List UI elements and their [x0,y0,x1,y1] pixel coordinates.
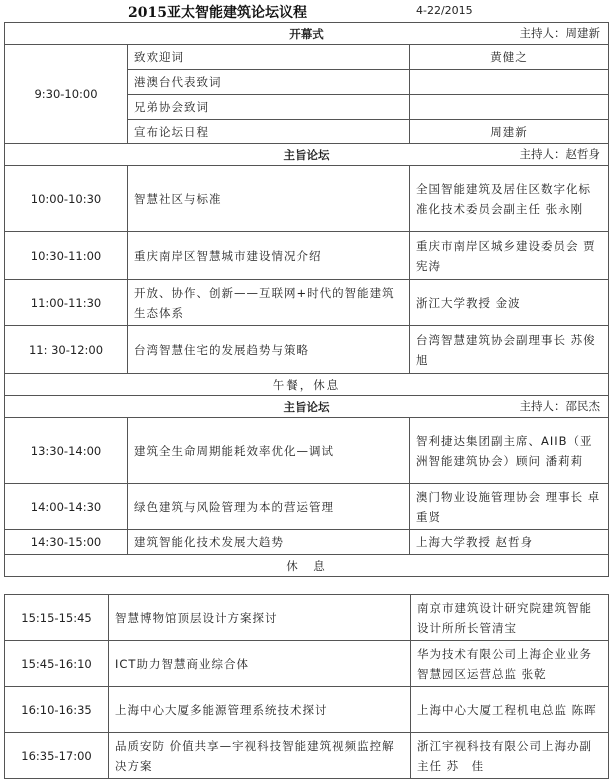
agenda-table [4,22,609,577]
row-topic: ICT助力智慧商业综合体 [109,641,411,687]
row-time: 16:10-16:35 [5,687,109,733]
table-row [5,326,609,374]
row-speaker: 浙江宇视科技有限公司上海办副主任 苏 佳 [411,733,609,779]
row-speaker: 智利捷达集团副主席、AIIB（亚洲智能建筑协会）顾问 潘莉莉 [410,418,609,484]
document-header [0,0,611,22]
table-row [5,484,609,530]
row-topic: 上海中心大厦多能源管理系统技术探讨 [109,687,411,733]
row-topic: 兄弟协会致词 [128,95,410,120]
row-speaker: 周建新 [410,120,609,144]
row-time: 11: 30-12:00 [5,326,128,374]
row-speaker [410,70,609,95]
opening-host: 主持人：周建新 [519,26,601,40]
row-speaker: 澳门物业设施管理协会 理事长 卓重贤 [410,484,609,530]
table-row [5,687,609,733]
row-time: 10:30-11:00 [5,232,128,280]
session2-label: 主旨论坛 [283,399,330,414]
table-row [5,166,609,232]
row-time: 16:35-17:00 [5,733,109,779]
row-topic: 开放、协作、创新——互联网+时代的智能建筑生态体系 [128,280,410,326]
row-topic: 宣布论坛日程 [128,120,410,144]
row-topic: 建筑全生命周期能耗效率优化—调试 [128,418,410,484]
table-row [5,530,609,555]
row-time: 13:30-14:00 [5,418,128,484]
break-row [5,555,609,577]
row-time: 14:30-15:00 [5,530,128,555]
table-row [5,641,609,687]
session1-section-header [5,144,609,166]
table-row [5,45,609,70]
row-topic: 台湾智慧住宅的发展趋势与策略 [128,326,410,374]
row-time: 15:15-15:45 [5,595,109,641]
agenda-table-afternoon [4,594,609,779]
row-speaker: 上海大学教授 赵哲身 [410,530,609,555]
row-speaker: 华为技术有限公司上海企业业务智慧园区运营总监 张乾 [411,641,609,687]
row-time: 14:00-14:30 [5,484,128,530]
row-topic: 智慧社区与标准 [128,166,410,232]
lunch-label: 午餐，休息 [272,377,341,392]
row-topic: 港澳台代表致词 [128,70,410,95]
row-topic: 品质安防 价值共享—宇视科技智能建筑视频监控解决方案 [109,733,411,779]
table-row [5,280,609,326]
session2-section-header [5,396,609,418]
table-row [5,418,609,484]
row-speaker: 黄健之 [410,45,609,70]
row-topic: 智慧博物馆顶层设计方案探讨 [109,595,411,641]
document-title: 2015亚太智能建筑论坛议程 [128,5,307,21]
row-speaker: 浙江大学教授 金波 [410,280,609,326]
row-time: 10:00-10:30 [5,166,128,232]
session2-host: 主持人：邵民杰 [519,399,601,413]
session1-label: 主旨论坛 [283,147,330,162]
row-speaker: 重庆市南岸区城乡建设委员会 贾宪涛 [410,232,609,280]
break-label: 休 息 [286,558,327,573]
table-row [5,595,609,641]
table-row [5,733,609,779]
row-topic: 致欢迎词 [128,45,410,70]
lunch-row [5,374,609,396]
opening-label: 开幕式 [289,26,324,41]
row-speaker: 南京市建筑设计研究院建筑智能设计所所长管清宝 [411,595,609,641]
row-time: 15:45-16:10 [5,641,109,687]
opening-section-header [5,23,609,45]
row-topic: 绿色建筑与风险管理为本的营运管理 [128,484,410,530]
row-time: 11:00-11:30 [5,280,128,326]
row-speaker: 台湾智慧建筑协会副理事长 苏俊旭 [410,326,609,374]
row-topic: 重庆南岸区智慧城市建设情况介绍 [128,232,410,280]
session1-host: 主持人：赵哲身 [519,147,601,161]
row-topic: 建筑智能化技术发展大趋势 [128,530,410,555]
document-date: 4-22/2015 [416,4,473,17]
row-speaker: 全国智能建筑及居住区数字化标准化技术委员会副主任 张永刚 [410,166,609,232]
opening-time: 9:30-10:00 [5,45,128,144]
table-row [5,232,609,280]
row-speaker: 上海中心大厦工程机电总监 陈晖 [411,687,609,733]
row-speaker [410,95,609,120]
